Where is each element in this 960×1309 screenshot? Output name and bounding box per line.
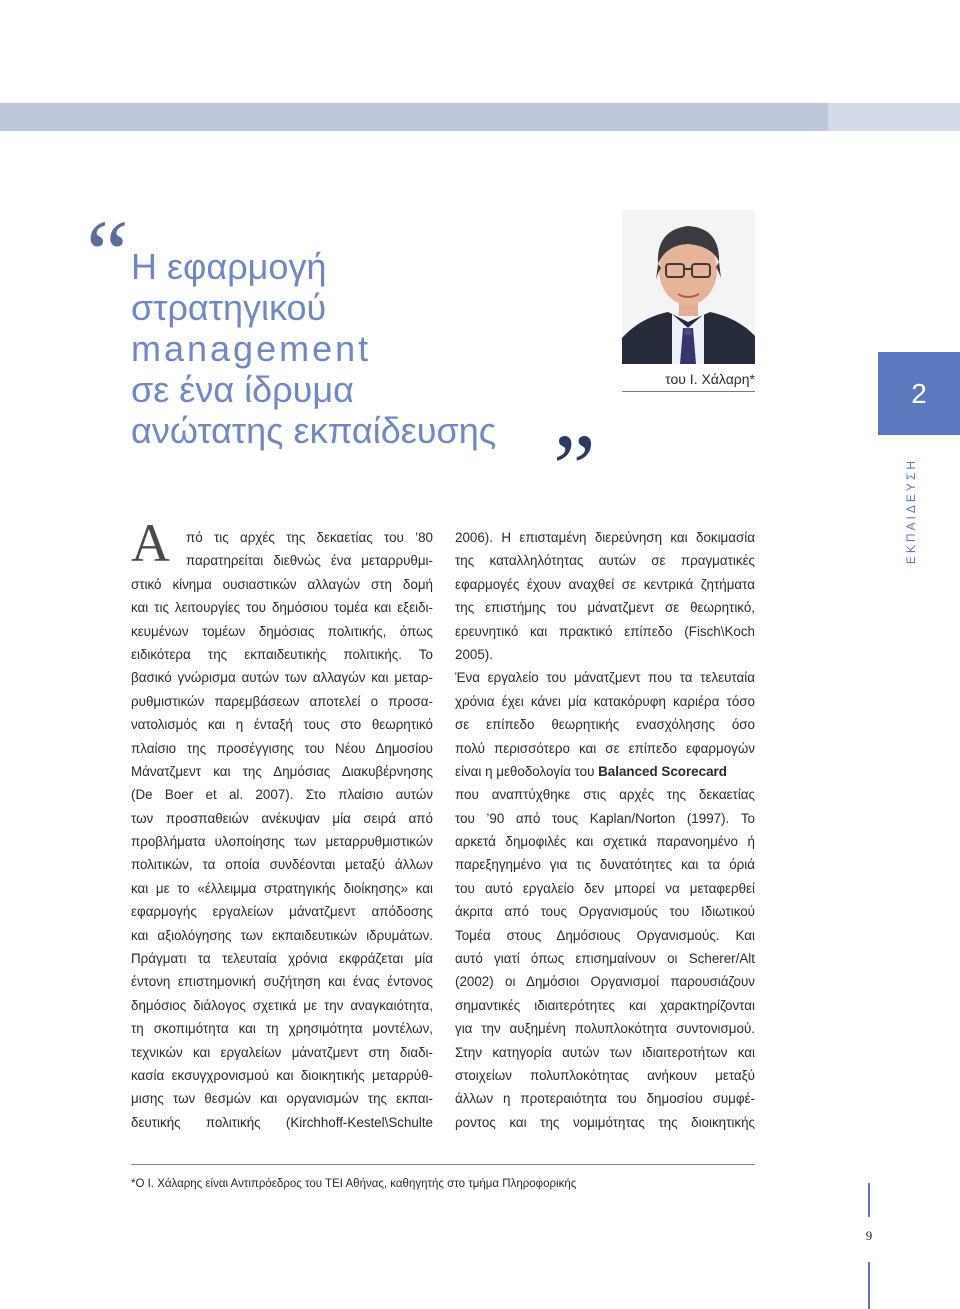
body-line: Τομέα στους Δημόσιους Οργανισμούς. Και (455, 927, 755, 943)
body-line: είναι η μεθοδολογία του (455, 763, 599, 779)
body-line: ειδικότερα της εκπαιδευτικής πολιτικής. Το (131, 646, 433, 662)
footnote: *Ο Ι. Χάλαρης είναι Αντιπρόεδρος του ΤΕΙ Αθήνας, καθηγητής στο τμήμα Πληροφορικής (131, 1178, 577, 1190)
body-line: αυτό γιατί όπως επισημαίνουν οι Scherer/Alt (455, 951, 755, 967)
body-line: και αξιολόγησης των εκπαιδευτικών ιδρυμάτων. (131, 927, 433, 943)
body-line: στικό κίνημα ουσιαστικών αλλαγών στη δομή (131, 576, 433, 592)
body-line: που αναπτύχθηκε στις αρχές της δεκαετίας (455, 787, 755, 803)
body-line-with-term (455, 760, 755, 783)
body-line: στοιχείων πολυπλοκότητας ανήκουν μεταξύ (455, 1067, 755, 1083)
body-line: χρόνια έχει κάνει μία κατακόρυφη καριέρα τόσο (455, 693, 755, 709)
portrait-illustration (622, 210, 755, 364)
balanced-scorecard-term: Balanced Scorecard (598, 763, 727, 779)
body-line: πλαίσιο της προσέγγισης του Νέου Δημοσίου (131, 740, 433, 756)
body-line: σε επίπεδο θεωρητικής ενασχόλησης όσο (455, 717, 755, 733)
body-line: (De Boer et al. 2007). Στο πλαίσιο αυτών (131, 787, 433, 803)
title-line: Η εφαρμογή (131, 246, 327, 287)
section-label: ΕΚΠΑΙΔΕΥΣΗ (904, 458, 918, 565)
body-line: ρυθμιστικών παρεμβάσεων αποτελεί ο προσα- (131, 693, 433, 709)
author-byline: του Ι. Χάλαρη* (665, 371, 755, 387)
body-line: ροντος και της νομιμότητας της διοικητικής (455, 1114, 755, 1130)
page-marker-bar (868, 1183, 870, 1217)
body-line: αρκετά δημοφιλές και σχετικά παρανοημένο ή (455, 834, 755, 850)
body-line: και τις λειτουργίες του δημόσιου τομέα και εξειδι- (131, 600, 433, 616)
body-line: πολιτικών, τα οποία συνδέονται μεταξύ άλλων (131, 857, 433, 873)
body-line: έντονη επιστημονική συζήτηση και ένας έντονος (131, 974, 433, 990)
body-line: άκριτα από τους Οργανισμούς του Ιδιωτικού (455, 904, 755, 920)
body-line: νατολισμός και η ένταξή τους στο θεωρητικό (131, 717, 433, 733)
footnote-divider (131, 1164, 755, 1165)
body-column-left (131, 526, 433, 1134)
body-line: των προσπαθειών ανέκυψαν μία σειρά από (131, 810, 433, 826)
title-line: σε ένα ίδρυμα (131, 369, 354, 410)
body-line: της καταλληλότητας αυτών σε πραγματικές (455, 553, 755, 569)
chapter-number-box: 2 (878, 352, 960, 435)
article-title (131, 246, 496, 451)
body-line: μισης των θεσμών και οργανισμών της εκπαι- (131, 1091, 433, 1107)
author-portrait (622, 210, 755, 364)
title-line: management (131, 328, 372, 369)
body-line: τεχνικών και εργαλείων μάνατζμεντ στη διαδι- (131, 1044, 433, 1060)
body-line: εφαρμογής εργαλείων μάνατζμεντ απόδοσης (131, 904, 433, 920)
body-line: δευτικής πολιτικής (Kirchhoff-Kestel\Schulte (131, 1114, 433, 1130)
body-line: προβλήματα υλοποίησης των μεταρρυθμιστικών (131, 834, 433, 850)
body-line: εφαρμογές έχουν αναχθεί σε κεντρικά ζητήματα (455, 576, 755, 592)
body-line: για την αυξημένη πολυπλοκότητα συντονισμού. (455, 1021, 755, 1037)
body-line: παρεξηγημένο για τις δυνατότητες και τα όριά (455, 857, 755, 873)
drop-cap: Α (131, 513, 170, 573)
byline-rule (622, 391, 755, 392)
body-line: και με το «έλλειμμα στρατηγικής διοίκησης» και (131, 880, 433, 896)
opening-quote-mark: “ (86, 200, 129, 307)
body-line: Πράγματι τα τελευταία χρόνια εκφράζεται μία (131, 951, 433, 967)
closing-quote-mark: ” (553, 414, 596, 521)
body-line: πολύ περισσότερο και σε επίπεδο εφαρμογών (455, 740, 755, 756)
body-line: 2005). (455, 646, 493, 662)
page-marker-bar (868, 1262, 870, 1309)
title-line: στρατηγικού (131, 287, 327, 328)
body-line: βασικό γνώρισμα αυτών των αλλαγών και μεταρ- (131, 670, 433, 686)
page-number: 9 (865, 1228, 873, 1243)
body-line: 2006). Η επισταμένη διερεύνηση και δοκιμασία (455, 530, 755, 545)
body-line: σημαντικές ιδιαιτερότητες και χαρακτηρίζονται (455, 997, 755, 1013)
body-line: τη σκοπιμότητα και τη χρησιμότητα μοντέλων, (131, 1021, 433, 1037)
body-line: δημόσιος διάλογος σχετικά με την αναγκαιότητα, (131, 997, 433, 1013)
body-line: της επιστήμης του μάνατζμεντ σε θεωρητικό, (455, 600, 755, 616)
body-column-right (455, 526, 755, 1134)
body-line: κασία εκσυγχρονισμού και διοικητικής μεταρρύθ- (131, 1067, 433, 1083)
body-line: Στην κατηγορία αυτών των ιδιαιτεροτήτων και (455, 1044, 755, 1060)
header-band-accent (828, 103, 960, 131)
body-line: άλλων η προτεραιότητα του δημοσίου συμφέ- (455, 1091, 755, 1107)
body-line: κευμένων τομέων δημόσιας πολιτικής, όπως (131, 623, 433, 639)
body-line: ερευνητικό και πρακτικό επίπεδο (Fisch\Koch (455, 623, 755, 639)
body-line: Μάνατζμεντ και της Δημόσιας Διακυβέρνησης (131, 763, 433, 779)
body-line: του αυτό εργαλείο δεν μπορεί να μεταφερθεί (455, 880, 755, 896)
header-band (0, 103, 960, 131)
body-line: του ’90 από τους Kaplan/Norton (1997). Το (455, 810, 755, 826)
body-line: (2002) οι Δημόσιοι Οργανισμοί παρουσιάζουν (455, 974, 755, 990)
body-line: παρατηρείται διεθνώς ένα μεταρρυθμι- (186, 553, 433, 569)
title-line: ανώτατης εκπαίδευσης (131, 410, 497, 451)
body-line: Ένα εργαλείο του μάνατζμεντ που τα τελευταία (455, 670, 755, 686)
body-line: πό τις αρχές της δεκαετίας του ’80 (186, 530, 433, 545)
